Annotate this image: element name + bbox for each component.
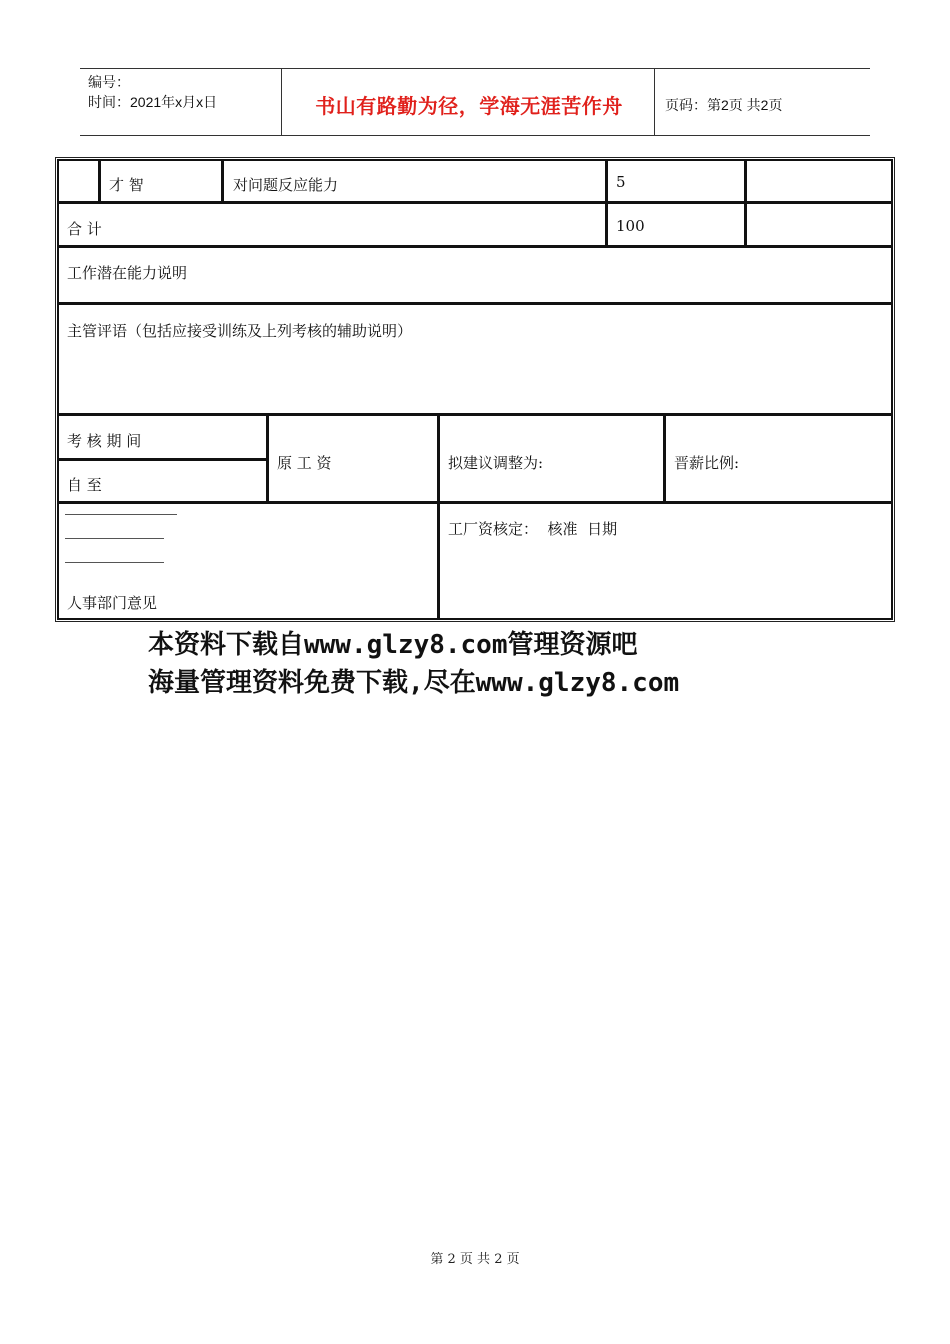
cell-item [222,159,607,203]
signature-line-2 [65,538,164,539]
cell-factory-approve[interactable] [438,502,893,620]
cell-raise-ratio[interactable] [664,414,893,503]
cell-from-to[interactable] [57,459,268,503]
item-text: 对问题反应能力 [233,176,339,194]
period-label: 考 核 期 间 [67,432,142,450]
header-bottom-rule [80,135,870,136]
cell-category [99,159,223,203]
signature-line-3 [65,562,164,563]
time-label: 时间：2021年x月x日 [88,94,218,110]
from-to-label: 自 至 [67,476,102,494]
cell-blank-left [57,159,100,203]
category-text: 才 智 [109,176,144,194]
cell-rating[interactable] [745,159,893,203]
cell-score [606,159,746,203]
factory-approve-label: 工厂资核定： 核准 日期 [448,520,618,538]
proposed-adjust-label: 拟建议调整为: [448,454,544,472]
signature-line-1 [65,514,177,515]
serial-label: 编号： [88,74,130,90]
cell-supervisor-comment[interactable] [57,303,893,415]
cell-proposed-adjust[interactable] [438,414,665,503]
page-info: 页码：第2页 共2页 [665,97,783,113]
score-text: 5 [616,173,626,191]
hr-opinion-label: 人事部门意见 [67,594,158,612]
cell-hr-opinion[interactable] [57,502,439,620]
cell-total-rating[interactable] [745,202,893,247]
page-footer: 第 2 页 共 2 页 [430,1252,520,1267]
cell-potential[interactable] [57,246,893,304]
potential-label: 工作潜在能力说明 [67,264,188,282]
total-score: 100 [616,217,645,235]
cell-total-label [57,202,607,247]
header-top-rule [80,68,870,69]
motto: 书山有路勤为径，学海无涯苦作舟 [315,94,623,118]
cell-period [57,414,268,460]
cell-total-score [606,202,746,247]
total-label: 合 计 [67,220,102,238]
original-salary-label: 原 工 资 [277,454,332,472]
watermark-line-2: 海量管理资料免费下载,尽在www.glzy8.com [148,668,680,698]
header-divider-left [281,68,282,136]
raise-ratio-label: 晋薪比例: [674,454,740,472]
watermark-line-1: 本资料下载自www.glzy8.com管理资源吧 [148,630,638,660]
cell-original-salary[interactable] [267,414,439,503]
supervisor-comment-label: 主管评语（包括应接受训练及上列考核的辅助说明） [67,322,413,340]
